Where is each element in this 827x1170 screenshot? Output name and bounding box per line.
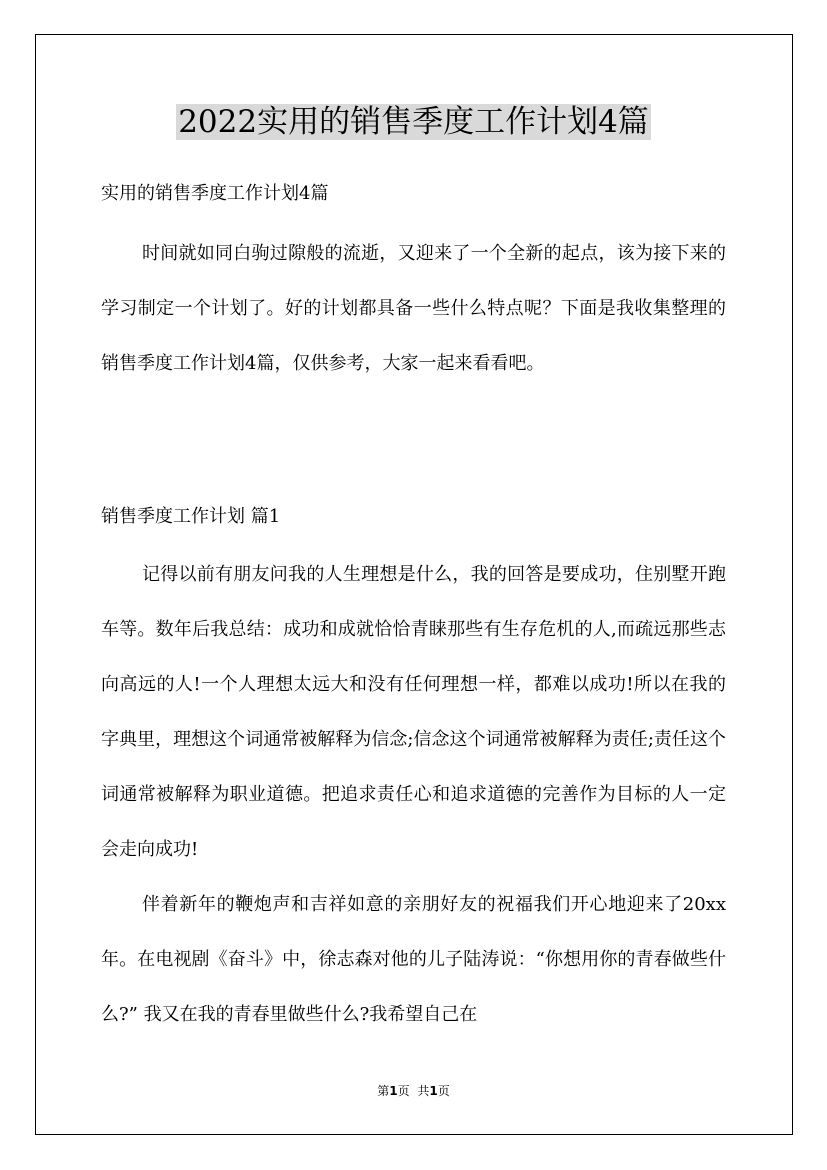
footer-page-number: 1 (389, 1084, 398, 1098)
footer-total-prefix: 共 (417, 1084, 430, 1098)
footer-page-prefix: 第 (377, 1084, 390, 1098)
section-heading: 销售季度工作计划 篇1 (101, 506, 281, 527)
title-text: 2022实用的销售季度工作计划4篇 (178, 104, 649, 140)
page-footer (0, 1082, 827, 1100)
footer-page-suffix: 页 (397, 1084, 410, 1098)
footer-total-suffix: 页 (437, 1084, 450, 1098)
document-subtitle: 实用的销售季度工作计划4篇 (101, 183, 329, 204)
footer-total-number: 1 (429, 1084, 438, 1098)
body-paragraph-2: 伴着新年的鞭炮声和吉祥如意的亲朋好友的祝福我们开心地迎来了20xx年。在电视剧《奋斗》中，徐志森对他的儿子陆涛说：“你想用你的青春做些什么?” 我又在我的青春里做些什么?我希望自己在 (101, 894, 726, 1025)
intro-paragraph: 时间就如同白驹过隙般的流逝，又迎来了一个全新的起点，该为接下来的学习制定一个计划了。好的计划都具备一些什么特点呢？下面是我收集整理的销售季度工作计划4篇，仅供参考，大家一起来看看吧。 (101, 243, 726, 374)
document-title (0, 100, 827, 144)
body-paragraph-1: 记得以前有朋友问我的人生理想是什么，我的回答是要成功，住别墅开跑车等。数年后我总结：成功和成就恰恰青睐那些有生存危机的人,而疏远那些志向高远的人!一个人理想太远大和没有任何理想一样，都难以成功!所以在我的字典里，理想这个词通常被解释为信念;信念这个词通常被解释为责任;责任这个词通常被解释为职业道德。把追求责任心和追求道德的完善作为目标的人一定会走向成功! (101, 564, 726, 860)
